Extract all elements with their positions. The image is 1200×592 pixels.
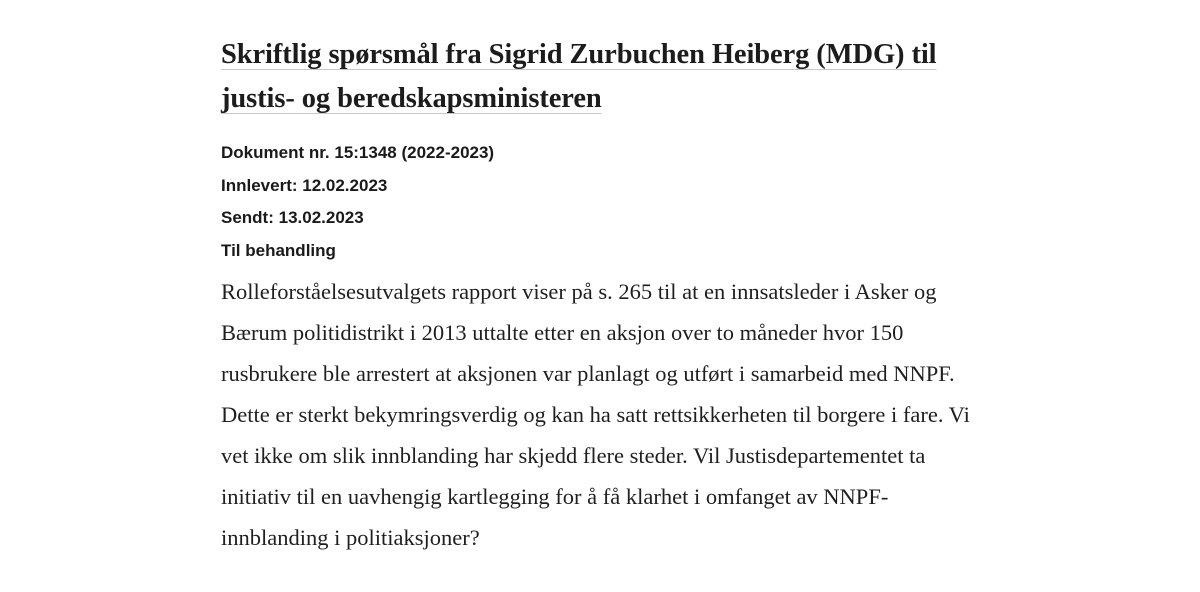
document-metadata	[221, 137, 981, 267]
status-text: Til behandling	[221, 240, 336, 260]
sent-date-label: Sendt:	[221, 208, 274, 227]
sent-date	[221, 202, 981, 235]
document-number-label: Dokument nr.	[221, 143, 330, 162]
sent-date-value: 13.02.2023	[278, 208, 364, 227]
document-title[interactable]	[221, 33, 981, 121]
submitted-date-label: Innlevert:	[221, 175, 298, 195]
submitted-date	[221, 170, 981, 203]
document-container	[221, 33, 981, 558]
submitted-date-value: 12.02.2023	[302, 175, 388, 195]
document-number-value: 15:1348 (2022-2023)	[334, 143, 495, 162]
document-title-link[interactable]: Skriftlig spørsmål fra Sigrid Zurbuchen Heiberg (MDG) til justis- og beredskapsministeren	[221, 39, 937, 114]
document-number	[221, 137, 981, 170]
question-body: Rolleforståelsesutvalgets rapport viser på s. 265 til at en innsatsleder i Asker og Bærum politidistrikt i 2013 uttalte etter en aksjon over to måneder hvor 150 rusbrukere ble arrestert at aksjonen var planlagt og utført i samarbeid med NNPF. Dette er sterkt bekymringsverdig og kan ha satt rettsikkerheten til borgere i fare. Vi vet ikke om slik innblanding har skjedd flere steder. Vil Justisdepartementet ta initiativ til en uavhengig kartlegging for å få klarhet i omfanget av NNPF-innblanding i politiaksjoner?	[221, 279, 970, 550]
